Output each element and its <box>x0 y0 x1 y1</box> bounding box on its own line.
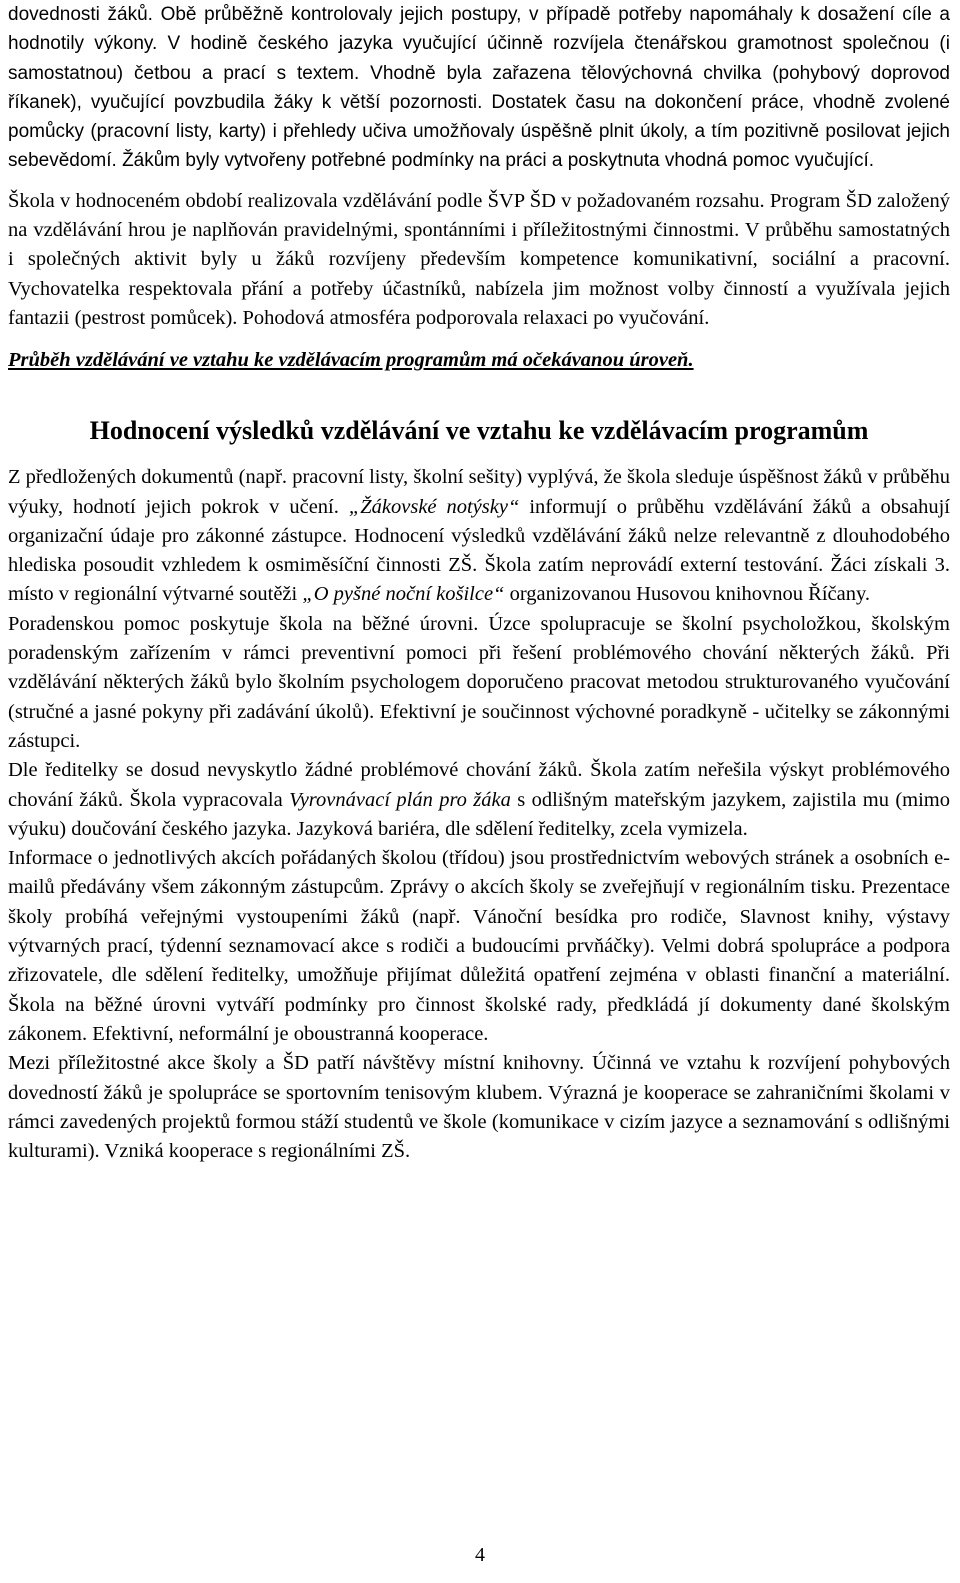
paragraph-information: Informace o jednotlivých akcích pořádaných školou (třídou) jsou prostřednictvím webových stránek a osobních e-mailů předávány všem zákonným zástupcům. Zprávy o akcích školy se zveřejňují v regionálním tisku. Prezentace školy probíhá veřejnými vystoupeními žáků (např. Vánoční besídka pro rodiče, Slavnost knihy, výstavy výtvarných prací, týdenní seznamovací akce s rodiči a budoucími prvňáčky). Velmi dobrá spolupráce a podpora zřizovatele, dle sdělení ředitelky, umožňuje přijímat důležitá opatření zejména v oblasti finanční a materiální. Škola na běžné úrovni vytváří podmínky pro činnost školské rady, předkládá jí dokumenty dané školským zákonem. Efektivní, neformální je oboustranná kooperace. <box>8 847 950 1045</box>
paragraph-behaviour: Dle ředitelky se dosud nevyskytlo žádné problémové chování žáků. Škola zatím neřešila výskyt problémového chování žáků. Škola vypracovala Vyrovnávací plán pro žáka s odlišným mateřským jazykem, zajistila mu (mimo výuku) doučování českého jazyka. Jazyková bariéra, dle sdělení ředitelky, zcela vymizela. <box>8 759 950 840</box>
page-number: 4 <box>475 1544 485 1566</box>
paragraph-counselling: Poradenskou pomoc poskytuje škola na běžné úrovni. Úzce spolupracuje se školní psycholožkou, školským poradenským zařízením v rámci preventivní pomoci při řešení problémového chování některých žáků. Při vzdělávání některých žáků bylo školním psychologem doporučeno pracovat metodou strukturovaného vyučování (stručné a jasné pokyny při zadávání úkolů). Efektivní je součinnost výchovné poradkyně - učitelky se zákonnými zástupci. <box>8 612 950 752</box>
paragraph-lesson-observation: dovednosti žáků. Obě průběžně kontrolovaly jejich postupy, v případě potřeby napomáhaly k dosažení cíle a hodnotily výkony. V hodině českého jazyka vyučující účinně rozvíjela čtenářskou gramotnost společnou (i samostatnou) četbou a prací s textem. Vhodně byla zařazena tělovýchovná chvilka (pohybový doprovod říkanek), vyučující povzbudila žáky k větší pozornosti. Dostatek času na dokončení práce, vhodně zvolené pomůcky (pracovní listy, karty) i přehledy učiva umožňovaly úspěšně plnit úkoly, a tím pozitivně posilovat jejich sebevědomí. Žákům byly vytvořeny potřebné podmínky na práci a poskytnuta vhodná pomoc vyučující. <box>8 4 950 172</box>
paragraph-results: Z předložených dokumentů (např. pracovní listy, školní sešity) vyplývá, že škola sleduje úspěšnost žáků v průběhu výuky, hodnotí jejich pokrok v učení. „Žákovské notýsky“ informují o průběhu vzdělávání žáků a obsahují organizační údaje pro zákonné zástupce. Hodnocení výsledků vzdělávání žáků nelze relevantně z dlouhodobého hlediska posoudit vzhledem k osmiměsíční činnosti ZŠ. Škola zatím neprovádí externí testování. Žáci získali 3. místo v regionální výtvarné soutěži „O pyšné noční košilce“ organizovanou Husovou knihovnou Říčany. <box>8 466 950 606</box>
section-conclusion: Průběh vzdělávání ve vztahu ke vzdělávacím programům má očekávanou úroveň. <box>8 349 694 372</box>
paragraph-school-club: Škola v hodnoceném období realizovala vzdělávání podle ŠVP ŠD v požadovaném rozsahu. Program ŠD založený na vzdělávání hrou je naplňován pravidelnými, spontánními i příležitostnými činnostmi. V průběhu samostatných i společných aktivit byly u žáků rozvíjeny především kompetence komunikativní, sociální a pracovní. Vychovatelka respektovala přání a potřeby účastníků, nabízela jim možnost volby činností a využívala jejich fantazii (pestrost pomůcek). Pohodová atmosféra podporovala relaxaci po vyučování. <box>8 189 950 329</box>
section-heading: Hodnocení výsledků vzdělávání ve vztahu ke vzdělávacím programům <box>89 416 869 446</box>
paragraph-cooperation: Mezi příležitostné akce školy a ŠD patří návštěvy místní knihovny. Účinná ve vztahu k rozvíjení pohybových dovedností žáků je spolupráce se sportovním tenisovým klubem. Výrazná je kooperace se zahraničními školami v rámci zavedených projektů formou stáží studentů ve škole (komunikace v cizím jazyce a seznamování s odlišnými kulturami). Vzniká kooperace s regionálními ZŠ. <box>8 1052 950 1163</box>
document-page <box>8 0 950 1166</box>
